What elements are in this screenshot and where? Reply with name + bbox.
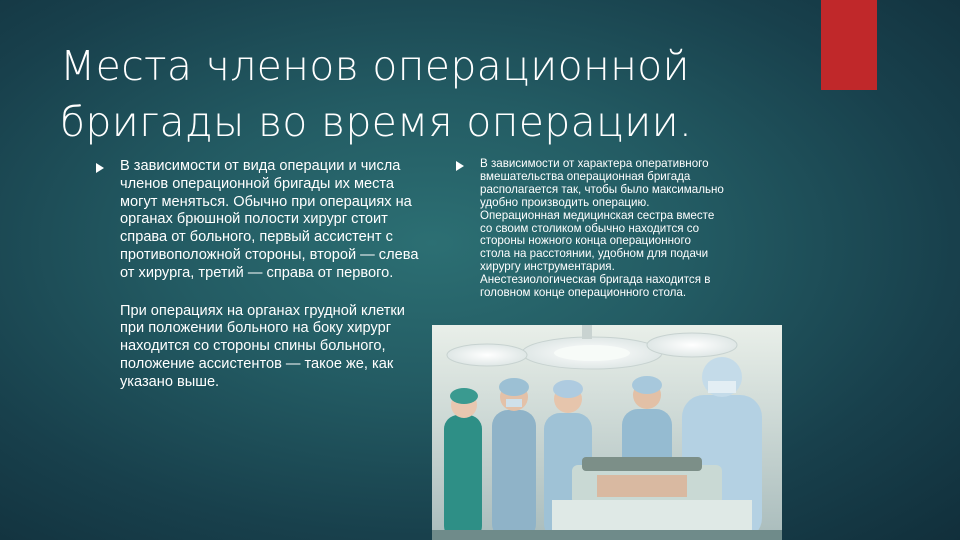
right-paragraph xyxy=(480,158,786,300)
operating-room-photo xyxy=(432,325,782,540)
right-line: головном конце операционного стола. xyxy=(480,286,687,300)
right-line: хирургу инструментария. xyxy=(480,260,615,274)
right-bullet-item xyxy=(456,158,786,300)
right-line: Анестезиологическая бригада находится в xyxy=(480,273,711,287)
operating-room-illustration xyxy=(432,325,782,540)
title-line-2: бригады во время операции. xyxy=(60,98,693,146)
left-column xyxy=(96,158,430,392)
right-line: располагается так, чтобы было максимально xyxy=(480,182,724,196)
right-column xyxy=(456,158,786,300)
right-line: со своим столиком обычно находится со xyxy=(480,221,700,235)
right-line: удобно производить операцию. xyxy=(480,195,650,209)
right-line: стола на расстоянии, удобном для подачи xyxy=(480,247,709,261)
title-line-1: Места членов операционной xyxy=(60,42,690,90)
right-line: вмешательства операционная бригада xyxy=(480,169,691,183)
right-line: Операционная медицинская сестра вместе xyxy=(480,208,715,222)
left-bullet-item xyxy=(96,158,430,392)
right-line: В зависимости от характера оперативного xyxy=(480,157,709,170)
left-paragraph-2: При операциях на органах грудной клетки при положении больного на боку хирург находится со стороны спины больного, положение ассистентов — такое же, как указано выше. xyxy=(120,302,405,390)
triangle-bullet-icon xyxy=(96,163,104,173)
accent-bar xyxy=(821,0,877,90)
left-paragraph-1: В зависимости от вида операции и числа членов операционной бригады их места могут меняться. Обычно при операциях на органах брюшной полости хирург стоит справа от больного, первый ассистент с противоположной стороны, второй — слева от хирурга, третий — справа от первого. xyxy=(120,158,419,281)
right-line: стороны ножного конца операционного xyxy=(480,234,691,248)
triangle-bullet-icon xyxy=(456,161,464,171)
slide-title xyxy=(60,38,780,150)
